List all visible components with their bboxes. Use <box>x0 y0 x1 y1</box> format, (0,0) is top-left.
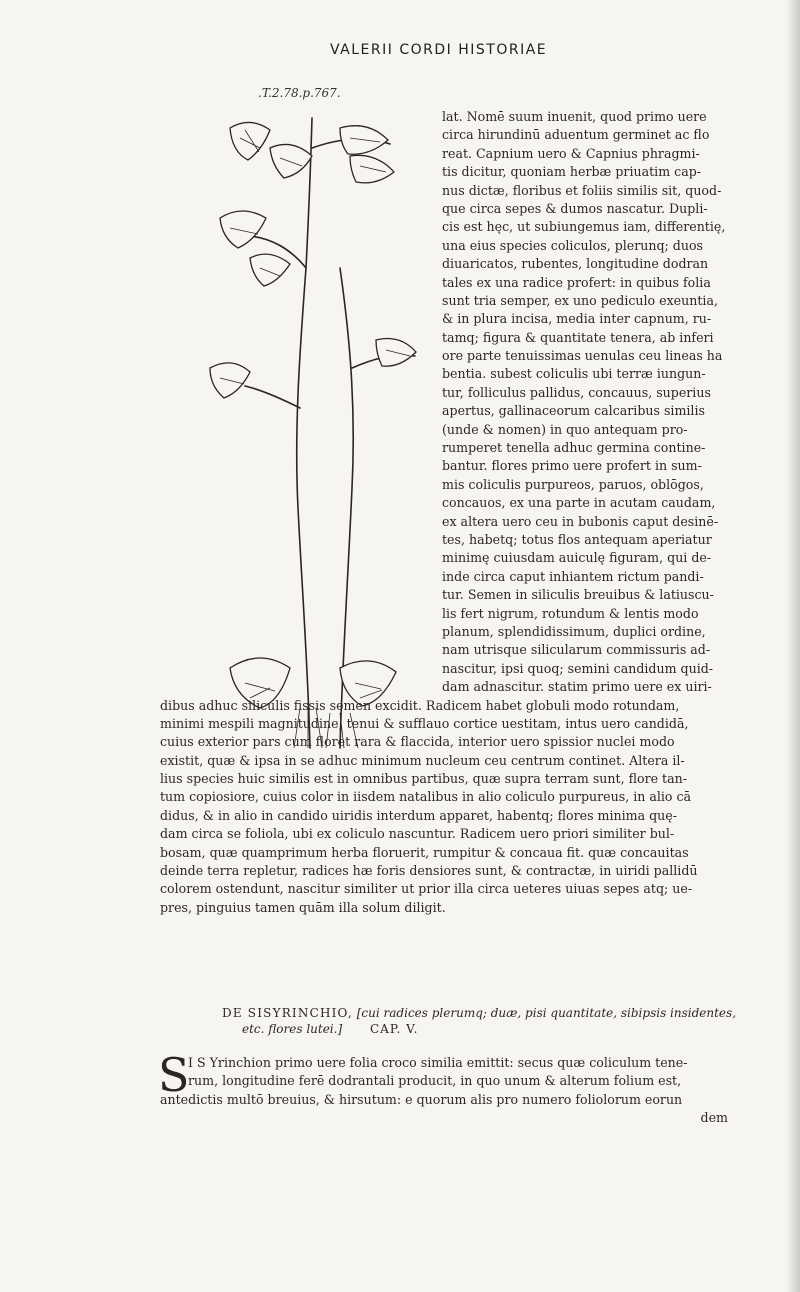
text-line: tur. Semen in siliculis breuibus & latiuscu- <box>442 587 714 603</box>
text-line: nus dictæ, floribus et foliis similis sit, quod- <box>442 182 722 198</box>
text-line: tes, habetq; totus flos antequam aperiatur <box>442 531 712 547</box>
text-line: existit, quæ & ipsa in se adhuc minimum nucleum ceu centrum continet. Altera il- <box>160 752 685 768</box>
text-line: colorem ostendunt, nascitur similiter ut prior illa circa ueteres uiuas sepes atq; ue- <box>160 881 693 897</box>
text-line: tum copiosiore, cuius color in iisdem natalibus in alio coliculo purpureus, in alio cā <box>160 789 692 805</box>
text-line: circa hirundinū aduentum germinet ac flo <box>442 127 710 143</box>
text-line: sunt tria semper, ex uno pediculo exeuntia, <box>442 292 718 308</box>
text-line: tur, folliculus pallidus, concauus, superius <box>442 384 711 400</box>
text-line: dibus adhuc siliculis fissis semen excidit. Radicem habet globuli modo rotundam, <box>160 697 680 713</box>
text-line: minimę cuiusdam auiculę figuram, qui de- <box>442 550 712 566</box>
text-line: inde circa caput inhiantem rictum pandi- <box>442 568 704 584</box>
text-line: rumperet tenella adhuc germina contine- <box>442 440 706 456</box>
text-line: dam circa se foliola, ubi ex coliculo nascuntur. Radicem uero priori similiter bul- <box>160 826 675 842</box>
section-text <box>158 1048 790 1128</box>
text-line: diuaricatos, rubentes, longitudine dodran <box>442 256 709 272</box>
text-line: que circa sepes & dumos nascatur. Dupli- <box>442 200 708 216</box>
section-subtitle-continued: etc. flores lutei.] <box>242 1022 343 1036</box>
text-line: minimi mespili magnitudine, tenui & sufflauo cortice uestitam, intus uero candidā, <box>160 715 689 731</box>
text-line: lat. Nomē suum inuenit, quod primo uere <box>442 109 707 124</box>
text-line: bentia. subest coliculis ubi terræ iungun- <box>442 366 706 382</box>
text-line: didus, & in alio in candido uiridis interdum apparet, habentq; flores minima quę- <box>160 807 677 823</box>
text-line: tis dicitur, quoniam herbæ priuatim cap- <box>442 164 702 180</box>
text-line: bantur. flores primo uere profert in sum- <box>442 458 702 474</box>
text-line: ex altera uero ceu in bubonis caput desinē- <box>442 513 719 529</box>
text-line: lis fert nigrum, rotundum & lentis modo <box>442 605 699 621</box>
text-line: dam adnascitur. statim primo uere ex uiri- <box>442 679 712 695</box>
section-heading-continued <box>242 1022 418 1036</box>
section-heading <box>222 1006 736 1020</box>
text-line: una eius species coliculos, plerunq; duos <box>442 237 704 253</box>
text-line: planum, splendidissimum, duplici ordine, <box>442 623 706 639</box>
text-line: reat. Capnium uero & Capnius phragmi- <box>442 145 700 161</box>
text-line: deinde terra repletur, radices hæ foris densiores sunt, & contractæ, in uiridi pallidū <box>160 863 698 879</box>
text-line: pres, pinguius tamen quām illa solum diligit. <box>160 899 446 915</box>
text-line: I S Yrinchion primo uere folia croco similia emittit: secus quæ coliculum tene- <box>188 1055 688 1070</box>
text-line: tamq; figura & quantitate tenera, ab inferi <box>442 329 714 345</box>
text-line: nascitur, ipsi quoq; semini candidum quid- <box>442 660 714 676</box>
section-title: DE SISYRINCHIO, <box>222 1006 353 1020</box>
text-line: rum, longitudine ferē dodrantali producit, in quo unum & alterum folium est, <box>188 1073 682 1089</box>
text-line: nam utrisque silicularum commissuris ad- <box>442 642 711 658</box>
text-line: mis coliculis purpureos, paruos, oblōgos, <box>442 476 704 492</box>
text-line: apertus, gallinaceorum calcaribus similis <box>442 403 705 419</box>
text-line: cis est hęc, ut subiungemus iam, differentię, <box>442 219 726 235</box>
text-line: antedictis multō breuius, & hirsutum: e quorum alis pro numero foliolorum eorun <box>160 1091 683 1107</box>
text-line: cuius exterior pars cum floret rara & flaccida, interior uero spissior nuclei modo <box>160 734 675 750</box>
text-line: bosam, quæ quamprimum herba floruerit, rumpitur & concaua fit. quæ concauitas <box>160 844 689 860</box>
drop-cap: S <box>158 1048 190 1102</box>
reference-note: .T.2.78.p.767. <box>258 86 341 100</box>
text-line: ore parte tenuissimas uenulas ceu lineas ha <box>442 348 723 364</box>
main-text-wrapped <box>160 108 790 917</box>
catchword: dem <box>700 1110 728 1126</box>
chapter-number: CAP. V. <box>369 1022 419 1036</box>
text-line: tales ex una radice profert: in quibus folia <box>442 274 711 290</box>
text-line: lius species huic similis est in omnibus partibus, quæ supra terram sunt, flore tan- <box>160 771 687 787</box>
section-subtitle: [cui radices plerumq; duæ, pisi quantitate, sibipsis insidentes, <box>356 1006 737 1020</box>
text-line: concauos, ex una parte in acutam caudam, <box>442 495 716 511</box>
running-head: VALERII CORDI HISTORIAE <box>330 42 548 58</box>
text-line: & in plura incisa, media inter capnum, ru- <box>442 311 712 327</box>
text-line: (unde & nomen) in quo antequam pro- <box>442 421 688 437</box>
